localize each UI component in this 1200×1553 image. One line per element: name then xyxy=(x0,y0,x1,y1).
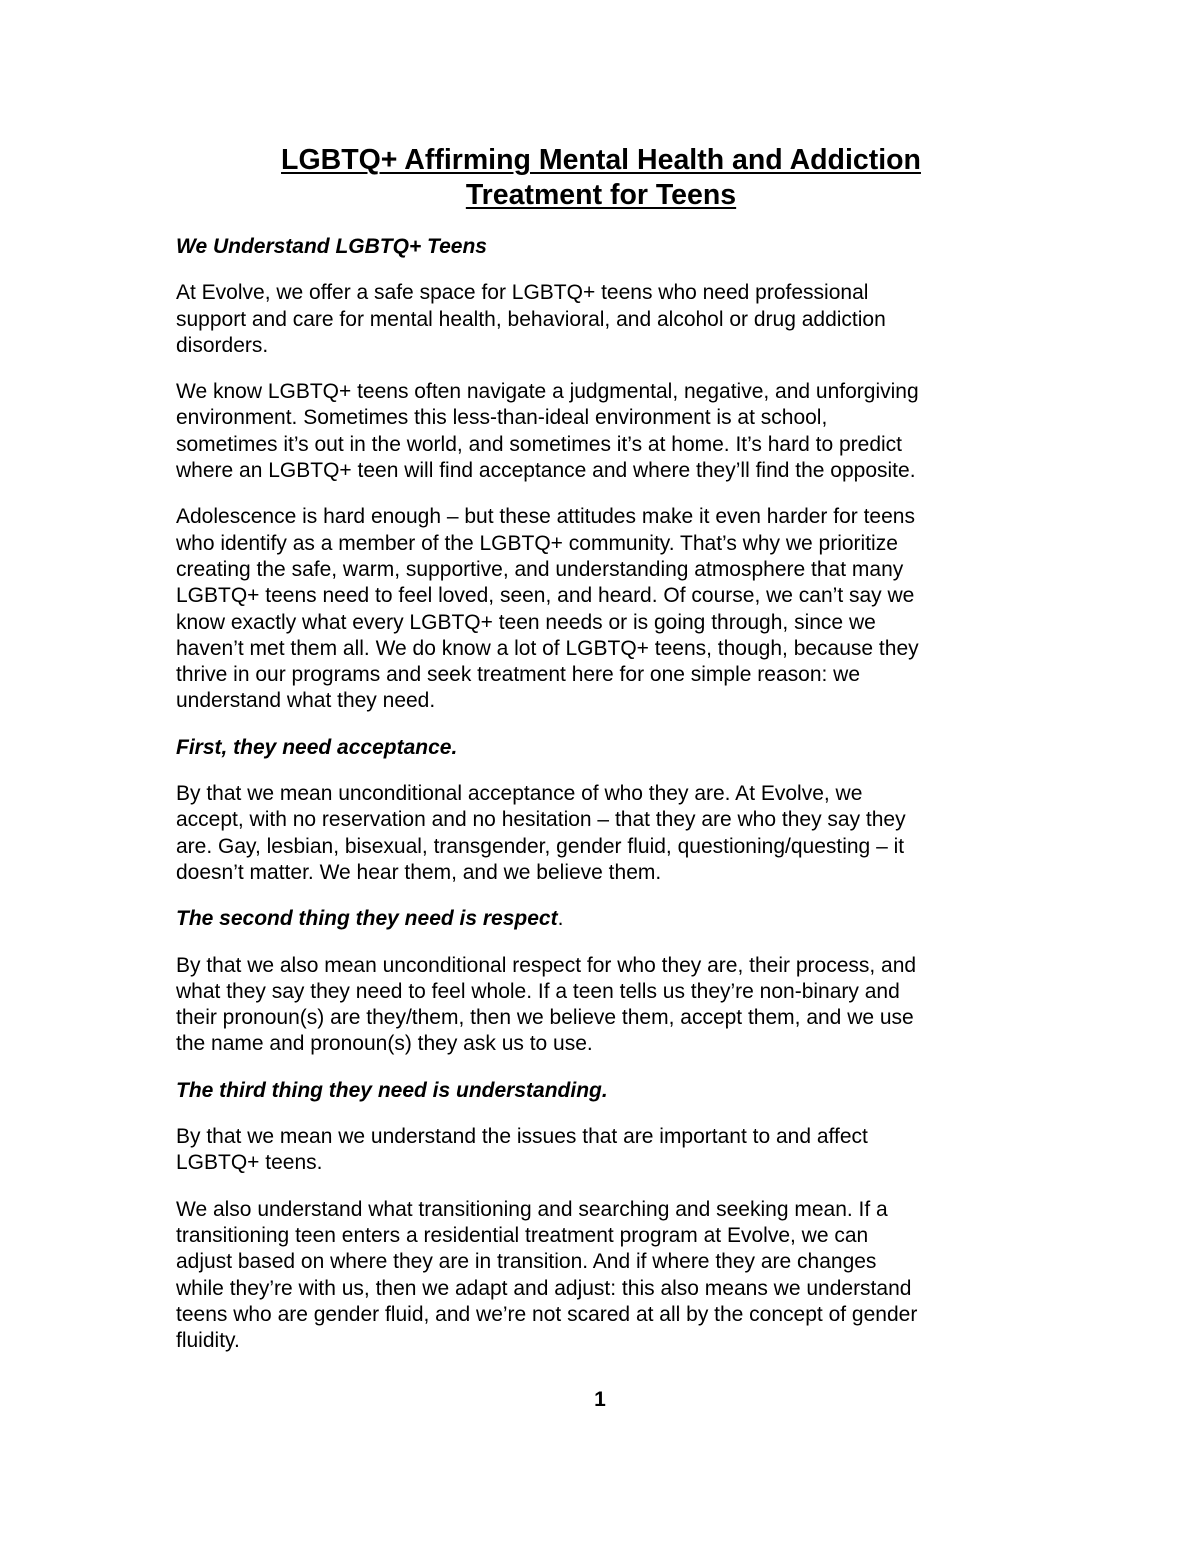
text-line: support and care for mental health, behavioral, and alcohol or drug addiction xyxy=(176,307,886,331)
acceptance-paragraph xyxy=(176,781,1026,886)
text-line: where an LGBTQ+ teen will find acceptance and where they’ll find the opposite. xyxy=(176,459,916,483)
respect-heading-text: The second thing they need is respect xyxy=(176,907,558,931)
text-line: their pronoun(s) are they/them, then we believe them, accept them, and we use xyxy=(176,1006,914,1030)
text-line: teens who are gender fluid, and we’re not scared at all by the concept of gender xyxy=(176,1302,918,1326)
text-line: At Evolve, we offer a safe space for LGBTQ+ teens who need professional xyxy=(176,281,869,305)
text-line: the name and pronoun(s) they ask us to use. xyxy=(176,1032,593,1056)
respect-heading-period: . xyxy=(557,907,564,931)
subtitle-heading: We Understand LGBTQ+ Teens xyxy=(176,235,487,258)
title-line: LGBTQ+ Affirming Mental Health and Addiction xyxy=(281,144,921,176)
text-line: By that we mean we understand the issues that are important to and affect xyxy=(176,1125,868,1149)
text-line: sometimes it’s out in the world, and sometimes it’s at home. It’s hard to predict xyxy=(176,432,902,456)
document-title xyxy=(176,143,1026,213)
text-line: LGBTQ+ teens. xyxy=(176,1151,323,1175)
respect-paragraph xyxy=(176,953,1026,1058)
intro-paragraph xyxy=(176,379,1026,484)
document-page xyxy=(176,143,1026,1374)
text-line: We know LGBTQ+ teens often navigate a judgmental, negative, and unforgiving xyxy=(176,380,919,404)
text-line: LGBTQ+ teens need to feel loved, seen, and heard. Of course, we can’t say we xyxy=(176,584,915,608)
respect-heading xyxy=(176,906,1026,932)
text-line: We also understand what transitioning and searching and seeking mean. If a xyxy=(176,1197,888,1221)
intro-paragraph xyxy=(176,504,1026,714)
text-line: doesn’t matter. We hear them, and we believe them. xyxy=(176,860,662,884)
text-line: are. Gay, lesbian, bisexual, transgender, gender fluid, questioning/questing – it xyxy=(176,834,905,858)
understanding-paragraph xyxy=(176,1124,1026,1177)
text-line: creating the safe, warm, supportive, and understanding atmosphere that many xyxy=(176,557,904,581)
intro-paragraph xyxy=(176,280,1026,359)
text-line: know exactly what every LGBTQ+ teen needs or is going through, since we xyxy=(176,610,876,634)
page-number: 1 xyxy=(594,1388,606,1411)
title-line: Treatment for Teens xyxy=(465,179,737,211)
text-line: haven’t met them all. We do know a lot of LGBTQ+ teens, though, because they xyxy=(176,636,919,660)
text-line: while they’re with us, then we adapt and adjust: this also means we understand xyxy=(176,1276,912,1300)
text-line: By that we mean unconditional acceptance of who they are. At Evolve, we xyxy=(176,782,863,806)
text-line: environment. Sometimes this less-than-ideal environment is at school, xyxy=(176,406,828,430)
understanding-paragraph xyxy=(176,1197,1026,1355)
acceptance-heading: First, they need acceptance. xyxy=(176,735,458,759)
text-line: By that we also mean unconditional respect for who they are, their process, and xyxy=(176,953,917,977)
text-line: adjust based on where they are in transition. And if where they are changes xyxy=(176,1250,877,1274)
text-line: thrive in our programs and seek treatment here for one simple reason: we xyxy=(176,663,861,687)
text-line: fluidity. xyxy=(176,1329,240,1353)
text-line: disorders. xyxy=(176,333,269,357)
understanding-heading: The third thing they need is understanding. xyxy=(176,1078,608,1102)
text-line: who identify as a member of the LGBTQ+ community. That’s why we prioritize xyxy=(176,531,898,555)
text-line: what they say they need to feel whole. If a teen tells us they’re non-binary and xyxy=(176,979,900,1003)
text-line: understand what they need. xyxy=(176,689,436,713)
text-line: Adolescence is hard enough – but these attitudes make it even harder for teens xyxy=(176,505,915,529)
text-line: transitioning teen enters a residential treatment program at Evolve, we can xyxy=(176,1223,869,1247)
text-line: accept, with no reservation and no hesitation – that they are who they say they xyxy=(176,808,906,832)
